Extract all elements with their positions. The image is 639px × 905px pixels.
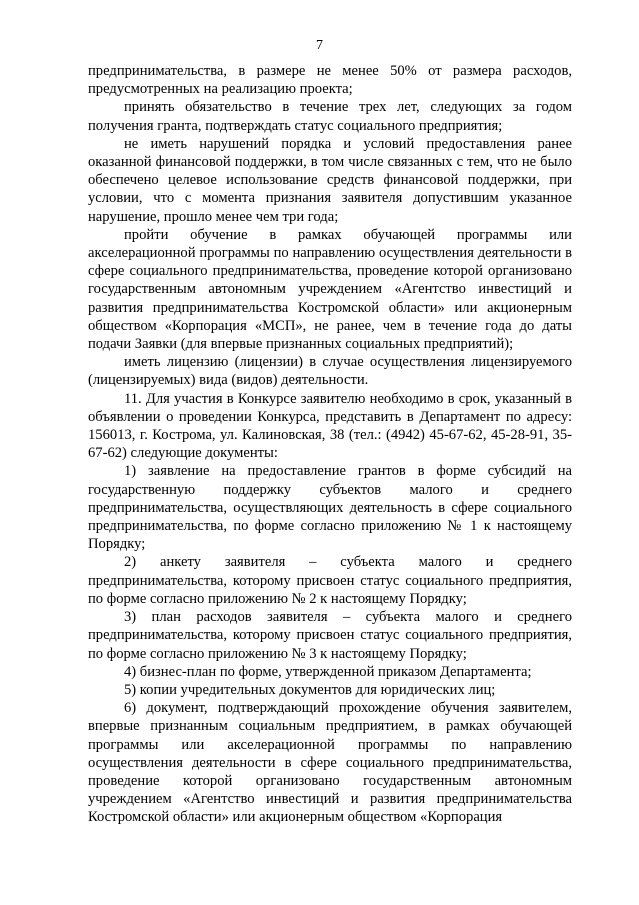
document-body bbox=[88, 62, 572, 827]
paragraph-4: пройти обучение в рамках обучающей программы или акселерационной программы по направлению осуществления деятельности в сфере социального предпринимательства, проведение которой организовано государственным автономным учреждением «Агентство инвестиций и развития предпринимательства Костромской области» или акционерным обществом «Корпорация «МСП», не ранее, чем в течение года до даты подачи Заявки (для впервые признанных социальных предприятий); bbox=[88, 226, 572, 353]
paragraph-2: принять обязательство в течение трех лет, следующих за годом получения гранта, подтверждать статус социального предприятия; bbox=[88, 99, 572, 134]
paragraph-1: предпринимательства, в размере не менее 50% от размера расходов, предусмотренных на реализацию проекта; bbox=[88, 63, 572, 98]
paragraph-12: 6) документ, подтверждающий прохождение обучения заявителем, впервые признанным социальным предприятием, в рамках обучающей программы или акселерационной программы по направлению осуществления деятельности в сфере социального предпринимательства, проведение которой организовано государственным автономным учреждением «Агентство инвестиций и развития предпринимательства Костромской области» или акционерным обществом «Корпорация bbox=[88, 700, 572, 826]
paragraph-3: не иметь нарушений порядка и условий предоставления ранее оказанной финансовой поддержки, в том числе связанных с тем, что не было обеспечено целевое использование средств финансовой поддержки, при условии, что с момента признания заявителя допустившим указанное нарушение, прошло менее чем три года; bbox=[88, 135, 572, 225]
paragraph-11: 5) копии учредительных документов для юридических лиц; bbox=[124, 681, 496, 698]
paragraph-5: иметь лицензию (лицензии) в случае осуществления лицензируемого (лицензируемых) вида (видов) деятельности. bbox=[88, 354, 572, 389]
paragraph-7: 1) заявление на предоставление грантов в форме субсидий на государственную поддержку субъектов малого и среднего предпринимательства, осуществляющих деятельность в сфере социального предпринимательства, по форме согласно приложению № 1 к настоящему Порядку; bbox=[88, 463, 572, 553]
paragraph-10: 4) бизнес-план по форме, утвержденной приказом Департамента; bbox=[124, 663, 532, 680]
paragraph-8: 2) анкету заявителя – субъекта малого и среднего предпринимательства, которому присвоен статус социального предприятия, по форме согласно приложению № 2 к настоящему Порядку; bbox=[88, 554, 572, 607]
paragraph-9: 3) план расходов заявителя – субъекта малого и среднего предпринимательства, которому присвоен статус социального предприятия, по форме согласно приложению № 3 к настоящему Порядку; bbox=[88, 609, 572, 662]
page-number: 7 bbox=[316, 38, 323, 53]
paragraph-6: 11. Для участия в Конкурсе заявителю необходимо в срок, указанный в объявлении о проведении Конкурса, представить в Департамент по адресу: 156013, г. Кострома, ул. Калиновская, 38 (тел.: (4942) 45-67-62, 45-28-91, 35-67-62) следующие документы: bbox=[88, 390, 572, 462]
